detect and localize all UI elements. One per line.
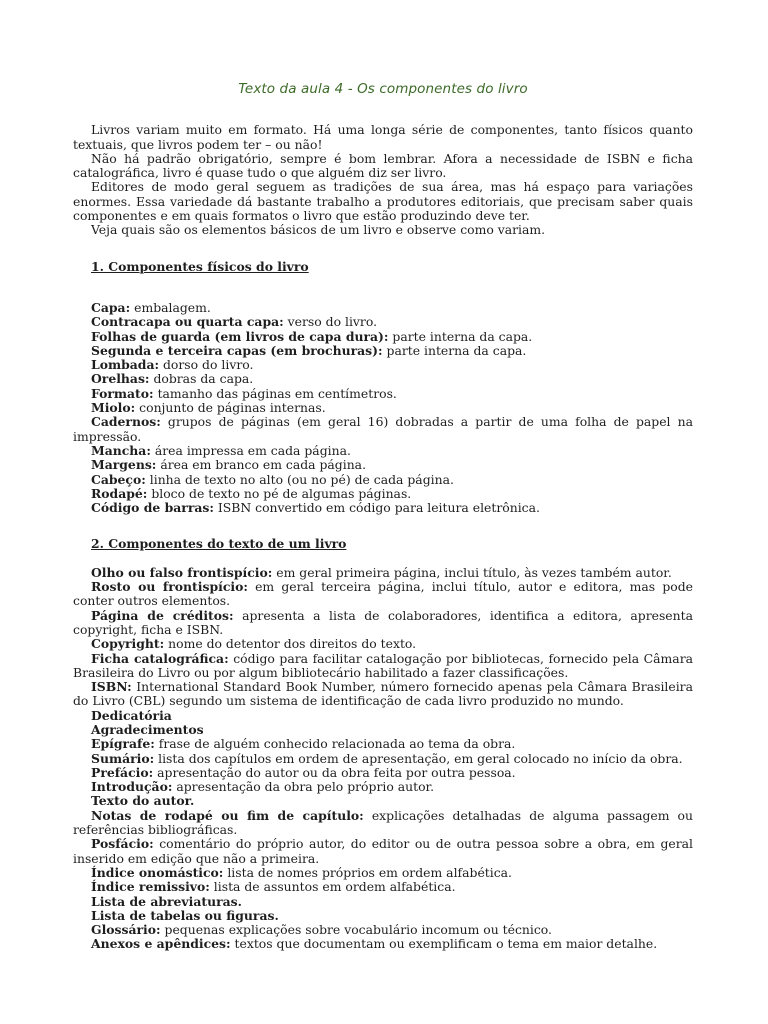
definition-text: área em branco em cada página. [156,457,367,473]
definition-text: apresentação do autor ou da obra feita por outra pessoa. [153,764,516,780]
definition-item [73,315,693,329]
intro-paragraph: Não há padrão obrigatório, sempre é bom lembrar. Afora a necessidade de ISBN e ficha catalográfica, livro é quase tudo o que alguém diz ser livro. [73,150,693,181]
definition-item [73,458,693,472]
definition-item [73,880,693,894]
intro-paragraph: Livros variam muito em formato. Há uma longa série de componentes, tanto físicos quanto textuais, que livros podem ter – ou não! [73,122,693,152]
definition-item [73,444,693,458]
definition-term: Rosto ou frontispício: [91,579,248,595]
definition-text: lista de nomes próprios em ordem alfabética. [223,864,512,880]
definition-text: comentário do próprio autor, do editor ou de outra pessoa sobre a obra, em geral inserido em edição que não a primeira. [73,836,693,866]
definition-item [73,330,693,344]
definition-item [73,301,693,315]
definition-item [73,809,693,838]
definition-text: verso do livro. [283,314,378,330]
definition-term: Glossário: [91,922,161,938]
document-page [73,82,693,952]
definition-item [73,358,693,372]
definition-term: Página de créditos: [91,607,234,623]
definition-item [73,780,693,794]
definition-text: textos que documentam ou exemplificam o tema em maior detalhe. [230,936,658,952]
definition-term: Mancha: [91,442,151,458]
definition-text: explicações detalhadas de alguma passagem ou referências bibliográficas. [73,807,693,838]
page-title: Texto da aula 4 - Os componentes do livro [238,81,528,97]
definition-item [73,909,693,923]
definition-text: parte interna da capa. [382,342,527,358]
definition-text: linha de texto no alto (ou no pé) de cada página. [145,471,454,487]
definition-term: Miolo: [91,400,136,416]
definition-item [73,566,693,580]
definition-text: em geral primeira página, inclui título, às vezes também autor. [272,564,672,580]
intro-section [73,123,693,237]
definition-item [73,501,693,515]
definition-item [73,737,693,751]
definition-item [73,895,693,909]
definition-text: frase de alguém conhecido relacionada ao tema da obra. [154,736,516,752]
definition-term: Cabeço: [91,471,146,487]
definition-item [73,752,693,766]
definition-term: Formato: [91,385,154,401]
definition-text: dobras da capa. [149,371,254,387]
definition-text: conjunto de páginas internas. [135,400,326,416]
definition-term: Posfácio: [91,836,154,852]
definition-term: Capa: [91,299,131,315]
definition-item [73,487,693,501]
definition-item [73,387,693,401]
definition-item [73,652,693,681]
definition-term: Índice onomástico: [91,864,224,880]
definition-item [73,372,693,386]
definition-term: Ficha catalográfica: [91,650,229,666]
definition-term: Anexos e apêndices: [91,936,231,952]
definition-term: Agradecimentos [91,721,204,737]
definition-term: Lista de tabelas ou figuras. [91,907,279,923]
definition-item [73,837,693,866]
definition-item [73,766,693,780]
definition-text: em geral terceira página, inclui título, autor e editora, mas pode conter outros elementos. [73,579,693,609]
intro-paragraph: Veja quais são os elementos básicos de um livro e observe como variam. [91,222,546,238]
definition-term: Rodapé: [91,485,148,501]
definition-term: Dedicatória [91,707,172,723]
definition-text: nome do detentor dos direitos do texto. [164,636,417,652]
definition-item [73,344,693,358]
definition-item [73,866,693,880]
definition-term: Segunda e terceira capas (em brochuras): [91,342,383,358]
definition-text: ISBN convertido em código para leitura eletrônica. [213,500,540,516]
definition-text: apresenta a lista de colaboradores, identifica a editora, apresenta copyright, ficha e ISBN. [73,607,693,637]
definition-term: Índice remissivo: [91,879,210,895]
definition-item [73,637,693,651]
definition-text: área impressa em cada página. [150,442,351,458]
definition-text: grupos de páginas (em geral 16) dobradas a partir de uma folha de papel na impressão. [73,414,693,444]
definition-term: ISBN: [91,679,132,695]
definition-term: Lombada: [91,357,160,373]
definition-term: Contracapa ou quarta capa: [91,314,284,330]
definition-text: lista de assuntos em ordem alfabética. [209,879,456,895]
definition-term: Texto do autor. [91,793,195,809]
definition-item [73,709,693,723]
definition-term: Prefácio: [91,764,154,780]
definition-text: lista dos capítulos em ordem de apresentação, em geral colocado no início da obra. [154,750,683,766]
section-heading-text: 2. Componentes do texto de um livro [91,536,347,552]
definition-text: apresentação da obra pelo próprio autor. [172,779,435,795]
definition-term: Orelhas: [91,371,150,387]
definition-item [73,580,693,609]
definition-term: Notas de rodapé ou fim de capítulo: [91,807,364,823]
definition-term: Epígrafe: [91,736,155,752]
definition-term: Margens: [91,457,157,473]
text-components-list [73,566,693,952]
definition-item [73,401,693,415]
definition-term: Lista de abreviaturas. [91,893,242,909]
section-heading-physical: 1. Componentes físicos do livro [91,258,309,274]
definition-text: parte interna da capa. [388,328,533,344]
definition-item [73,723,693,737]
definition-text: código para facilitar catalogação por bibliotecas, fornecido pela Câmara Brasileira do Livro ou por algum bibliotecário habilitado a fazer classificações. [73,650,693,680]
definition-text: pequenas explicações sobre vocabulário incomum ou técnico. [160,922,552,938]
definition-term: Cadernos: [91,414,161,430]
definition-item [73,415,693,444]
definition-text: International Standard Book Number, número fornecido apenas pela Câmara Brasileira do Livro (CBL) segundo um sistema de identificação de cada livro produzido no mundo. [73,679,693,709]
definition-item [73,473,693,487]
intro-paragraph: Editores de modo geral seguem as tradições de sua área, mas há espaço para variações enormes. Essa variedade dá bastante trabalho a produtores editoriais, que precisam saber quais componentes e em quais formatos o livro que estão produzindo deve ter. [73,179,693,224]
definition-item [73,937,693,951]
definition-term: Copyright: [91,636,165,652]
definition-term: Introdução: [91,779,173,795]
definition-text: dorso do livro. [159,357,254,373]
definition-term: Sumário: [91,750,155,766]
definition-text: bloco de texto no pé de algumas páginas. [147,485,412,501]
physical-components-list [73,301,693,515]
definition-term: Olho ou falso frontispício: [91,564,273,580]
definition-item [73,609,693,638]
definition-item [73,680,693,709]
definition-term: Código de barras: [91,500,214,516]
definition-item [73,923,693,937]
definition-text: tamanho das páginas em centímetros. [153,385,397,401]
definition-term: Folhas de guarda (em livros de capa dura): [91,328,389,344]
definition-text: embalagem. [130,299,211,315]
definition-item [73,794,693,808]
